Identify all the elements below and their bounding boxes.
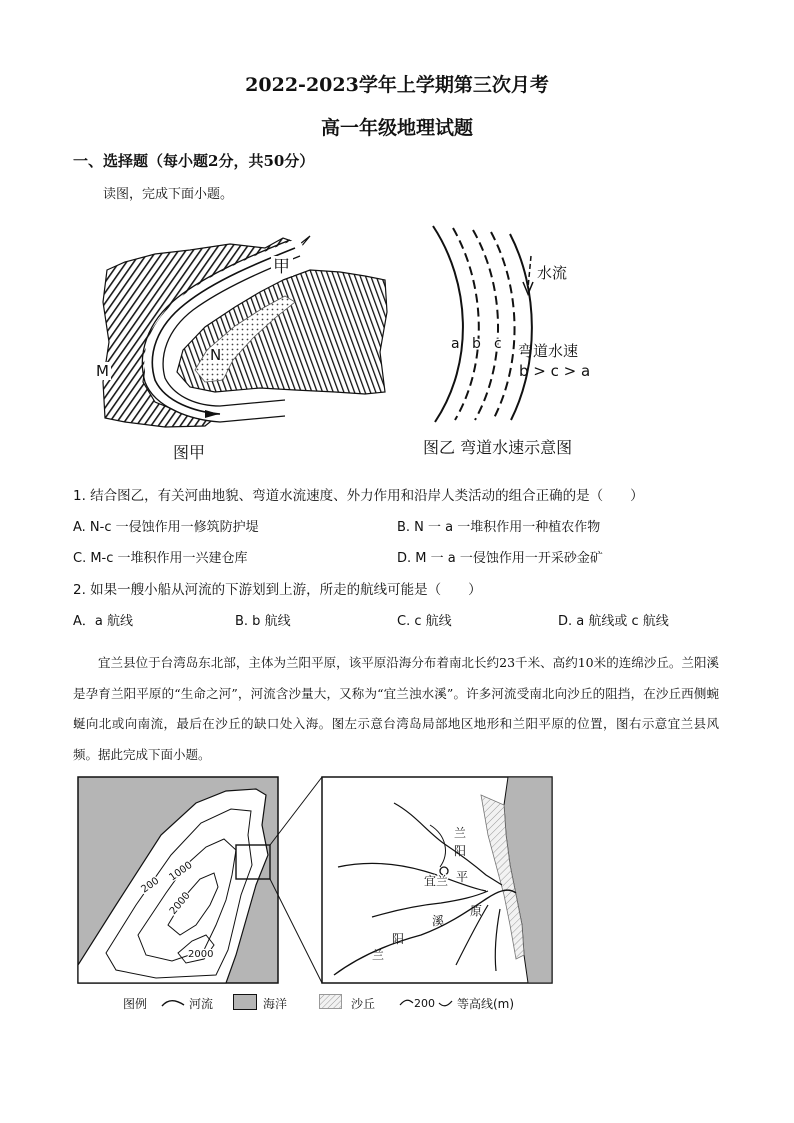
line-b	[473, 230, 498, 420]
q1-stem: 1. 结合图乙，有关河曲地貌、弯道水流速度、外力作用和沿岸人类活动的组合正确的是（ ）	[73, 488, 644, 504]
figure-yi-flow-speed	[415, 222, 635, 467]
bank-inner	[510, 234, 532, 420]
place-yilan: 宜兰	[424, 874, 449, 888]
q2-option-a[interactable]: A．a 航线	[73, 614, 133, 629]
bank-outer	[433, 226, 463, 422]
label-m: M	[96, 362, 109, 380]
label-a: a	[451, 336, 460, 352]
label-flow: 水流	[537, 264, 568, 282]
river-char-3: 溪	[432, 914, 445, 928]
label-speed: 弯道水速	[518, 342, 579, 360]
q1-option-a[interactable]: A. N-c 一侵蚀作用一修筑防护堤	[73, 520, 259, 535]
contour-label-2000-b: 2000	[188, 949, 214, 960]
line-c	[491, 232, 515, 420]
river-char-1: 兰	[372, 948, 385, 962]
exam-subtitle: 高一年级地理试题	[320, 117, 473, 139]
legend-river: 河流	[189, 997, 214, 1011]
contour-label-2000: 2000	[167, 890, 193, 917]
label-b: b	[472, 336, 481, 352]
river-icon	[161, 997, 185, 1009]
dune-swatch-icon	[319, 994, 343, 1010]
group2-paragraph: 宜兰县位于台湾岛东北部，主体为兰阳平原，该平原沿海分布着南北长约23千米、高约10米的连绵沙丘。兰阳溪是孕育兰阳平原的“生命之河”，河流含沙量大，又称为“宜兰浊水溪”。许多河流受南北向沙丘的阻挡，在沙丘西侧蜿蜒向北或向南流，最后在沙丘的缺口处入海。图左示意台湾岛局部地区地形和兰阳平原的位置，图右示意宜兰县风频。据此完成下面小题。	[73, 655, 719, 762]
q2-stem: 2. 如果一艘小船从河流的下游划到上游，所走的航线可能是（ ）	[73, 582, 482, 598]
label-c: c	[494, 336, 502, 352]
line-a	[453, 228, 479, 420]
legend-ocean: 海洋	[263, 997, 288, 1011]
q1-option-d[interactable]: D. M 一 a 一侵蚀作用一开采砂金矿	[397, 551, 603, 566]
q1-option-c[interactable]: C. M-c 一堆积作用一兴建仓库	[73, 551, 248, 566]
caption-yi: 图乙 弯道水速示意图	[423, 438, 573, 457]
group1-intro: 读图，完成下面小题。	[103, 187, 234, 202]
map-legend	[123, 993, 563, 1013]
contour-label-200: 200	[139, 875, 162, 896]
caption-jia: 图甲	[173, 443, 206, 462]
legend-contour-value: 200	[414, 997, 435, 1010]
legend-title: 图例	[123, 997, 148, 1011]
section-heading: 一、选择题（每小题2分，共50分）	[73, 152, 315, 170]
q2-option-d[interactable]: D. a 航线或 c 航线	[558, 614, 669, 629]
q2-option-c[interactable]: C. c 航线	[397, 614, 452, 629]
figure-jia-meander	[95, 222, 395, 467]
label-n: N	[210, 346, 222, 364]
plain-char-3: 平	[456, 870, 469, 884]
label-order: b > c > a	[519, 362, 591, 380]
contour-label-1000: 1000	[167, 859, 195, 884]
plain-char-2: 阳	[454, 844, 467, 858]
contour-line-icon	[399, 993, 453, 1011]
plain-char-4: 原	[470, 904, 483, 918]
q2-option-b[interactable]: B. b 航线	[235, 614, 291, 629]
left-map-taiwan	[78, 777, 278, 983]
label-jia: 甲	[273, 257, 290, 277]
flow-arrow-stem	[528, 256, 531, 288]
legend-dune: 沙丘	[351, 997, 376, 1011]
exam-title: 2022-2023学年上学期第三次月考	[245, 74, 549, 96]
plain-char-1: 兰	[454, 826, 467, 840]
river-char-2: 阳	[392, 932, 405, 946]
legend-contour: 等高线(m)	[457, 997, 515, 1011]
q1-option-b[interactable]: B. N 一 a 一堆积作用一种植农作物	[397, 520, 601, 535]
right-map-lanyang	[322, 777, 552, 983]
ocean-swatch-icon	[233, 994, 257, 1010]
taiwan-lanyang-maps	[76, 775, 556, 990]
